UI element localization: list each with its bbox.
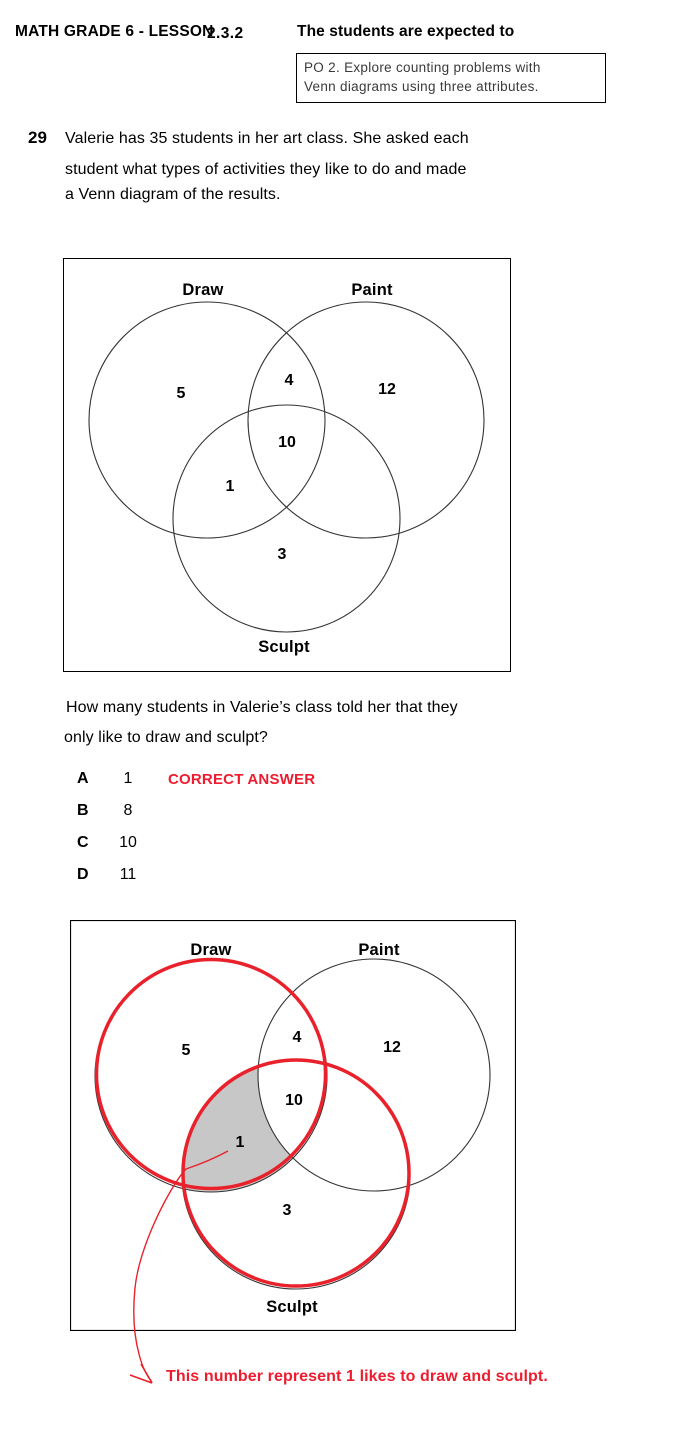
choice-letter: D: [77, 866, 89, 883]
venn2-count-draw-only: 5: [181, 1042, 191, 1059]
choice-letter: C: [77, 834, 89, 851]
question-line-1: How many students in Valerie’s class told her that they: [66, 699, 458, 716]
choice-row-d: [0, 866, 674, 886]
lesson-code: 2.3.2: [207, 25, 244, 42]
choice-value: 11: [119, 866, 137, 883]
choice-row-c: [0, 834, 674, 854]
choice-row-b: [0, 802, 674, 822]
venn1-count-sculpt-only: 3: [277, 546, 287, 563]
problem-statement-line-1: Valerie has 35 students in her art class. She asked each: [65, 130, 469, 147]
venn1-count-all-three: 10: [278, 434, 296, 451]
venn1-draw-circle: [89, 302, 325, 538]
annotation-text: This number represent 1 likes to draw and sculpt.: [166, 1368, 548, 1385]
venn2-draw-label: Draw: [190, 941, 232, 959]
venn1-draw-label: Draw: [182, 281, 224, 299]
choice-value: 8: [123, 802, 133, 819]
correct-answer-badge: CORRECT ANSWER: [168, 771, 316, 788]
problem-statement-line-3: a Venn diagram of the results.: [65, 186, 281, 203]
venn1-count-draw-sculpt: 1: [225, 478, 235, 495]
venn-diagram-plain: [63, 258, 511, 672]
shaded-draw-sculpt-region: [182, 959, 490, 1289]
venn1-paint-label: Paint: [351, 281, 393, 299]
course-title: MATH GRADE 6 - LESSON: [15, 23, 214, 40]
venn1-count-paint-only: 12: [378, 381, 396, 398]
objective-line-2: Venn diagrams using three attributes.: [304, 79, 539, 94]
problem-statement-line-2: student what types of activities they like to do and made: [65, 161, 467, 178]
venn-diagram-highlighted: [70, 920, 516, 1331]
venn1-sculpt-label: Sculpt: [258, 638, 310, 656]
arrowhead-icon: [130, 1364, 152, 1383]
question-line-2: only like to draw and sculpt?: [64, 729, 268, 746]
choice-value: 1: [123, 770, 133, 787]
venn2-count-sculpt-only: 3: [282, 1202, 292, 1219]
venn1-paint-circle: [248, 302, 484, 538]
venn2-paint-label: Paint: [358, 941, 400, 959]
choice-letter: B: [77, 802, 89, 819]
venn2-count-all-three: 10: [285, 1092, 303, 1109]
venn1-border: [64, 259, 511, 672]
venn2-count-draw-paint: 4: [292, 1029, 302, 1046]
venn1-count-draw-only: 5: [176, 385, 186, 402]
venn1-count-draw-paint: 4: [284, 372, 294, 389]
objective-box: [296, 53, 606, 103]
choice-letter: A: [77, 770, 89, 787]
expectation-heading: The students are expected to: [297, 23, 515, 40]
venn2-count-draw-sculpt: 1: [235, 1134, 245, 1151]
venn2-count-paint-only: 12: [383, 1039, 401, 1056]
problem-number: 29: [28, 128, 47, 147]
choice-row-a: [0, 770, 674, 790]
venn2-sculpt-label: Sculpt: [266, 1298, 318, 1316]
objective-line-1: PO 2. Explore counting problems with: [304, 60, 541, 75]
choice-value: 10: [119, 834, 137, 851]
